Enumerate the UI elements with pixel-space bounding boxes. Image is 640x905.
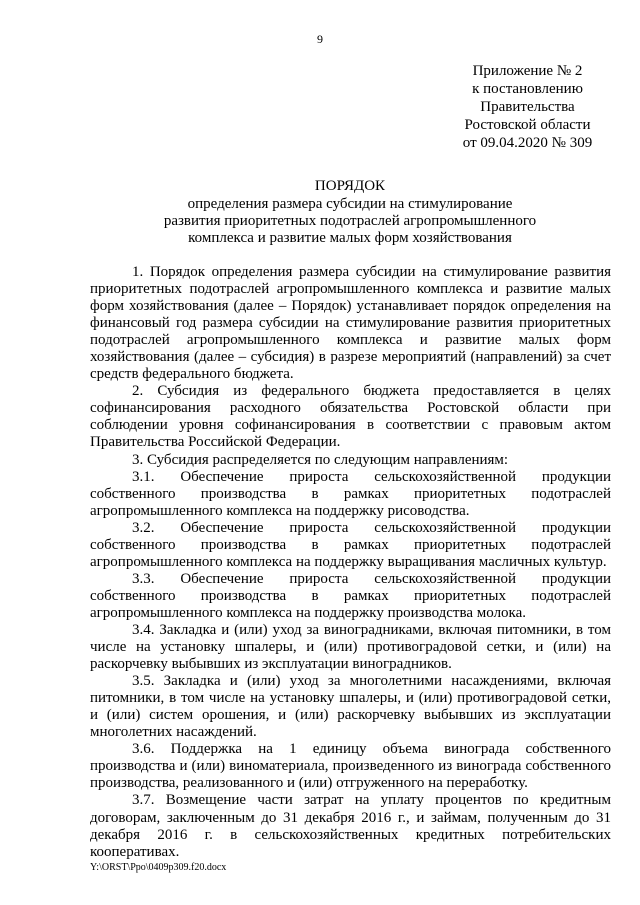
subtitle-line: определения размера субсидии на стимулирование — [187, 196, 513, 212]
appendix-line: к постановлению — [472, 81, 583, 97]
document-body — [90, 264, 611, 861]
document-title: ПОРЯДОК — [314, 178, 386, 194]
paragraph-2: 2. Субсидия из федерального бюджета предоставляется в целях софинансирования расходного обязательства Ростовской области при соблюдении уровня софинансирования в соответствии с правовым актом Правительства Российской Федерации. — [90, 383, 611, 451]
paragraph-3: 3. Субсидия распределяется по следующим направлениям: — [132, 451, 509, 468]
appendix-header — [440, 62, 615, 152]
appendix-line: Приложение № 2 — [472, 63, 583, 79]
paragraph-3-7: 3.7. Возмещение части затрат на уплату процентов по кредитным договорам, заключенным до 31 декабря 2016 г., и займам, полученным до 31 декабря 2016 г. в сельскохозяйственных кредитных потребительских кооперативах. — [90, 792, 611, 860]
file-path-footer: Y:\ORST\Ppo\0409p309.f20.docx — [90, 862, 227, 873]
appendix-line: Правительства — [480, 99, 575, 115]
page-number: 9 — [317, 32, 323, 46]
paragraph-3-6: 3.6. Поддержка на 1 единицу объема винограда собственного производства и (или) виноматериала, произведенного из винограда собственного производства, реализованного и (или) отгруженного на переработку. — [90, 741, 611, 792]
paragraph-3-3: 3.3. Обеспечение прироста сельскохозяйственной продукции собственного производства в рамках приоритетных подотраслей агропромышленного комплекса на поддержку производства молока. — [90, 570, 611, 621]
subtitle-line: комплекса и развитие малых форм хозяйствования — [188, 230, 512, 246]
paragraph-3-4: 3.4. Закладка и (или) уход за виноградниками, включая питомники, в том числе на установку шпалеры, и (или) противоградовой сетки, и (или) на раскорчевку выбывших из эксплуатации виноградников. — [90, 621, 611, 673]
paragraph-3-5: 3.5. Закладка и (или) уход за многолетними насаждениями, включая питомники, в том числе на установку шпалеры, и (или) противоградовой сетки, и (или) систем орошения, и (или) раскорчевку выбывших из эксплуатации многолетних насаждений. — [90, 673, 611, 741]
paragraph-1: 1. Порядок определения размера субсидии на стимулирование развития приоритетных подотраслей агропромышленного комплекса и развитие малых форм хозяйствования (далее – Порядок) устанавливает порядок определения на финансовый год размера субсидии на стимулирование развития приоритетных подотраслей агропромышленного комплекса и развитие малых форм хозяйствования (далее – субсидия) в разрезе мероприятий (направлений) за счет средств федерального бюджета. — [90, 264, 611, 383]
appendix-line: Ростовской области — [464, 117, 591, 133]
paragraph-3-1: 3.1. Обеспечение прироста сельскохозяйственной продукции собственного производства в рамках приоритетных подотраслей агропромышленного комплекса на поддержку рисоводства. — [90, 468, 611, 519]
appendix-line: от 09.04.2020 № 309 — [462, 135, 593, 151]
document-subtitle — [0, 196, 640, 247]
paragraph-3-2: 3.2. Обеспечение прироста сельскохозяйственной продукции собственного производства в рамках приоритетных подотраслей агропромышленного комплекса на поддержку выращивания масличных культур. — [90, 519, 611, 570]
subtitle-line: развития приоритетных подотраслей агропромышленного — [163, 213, 537, 229]
